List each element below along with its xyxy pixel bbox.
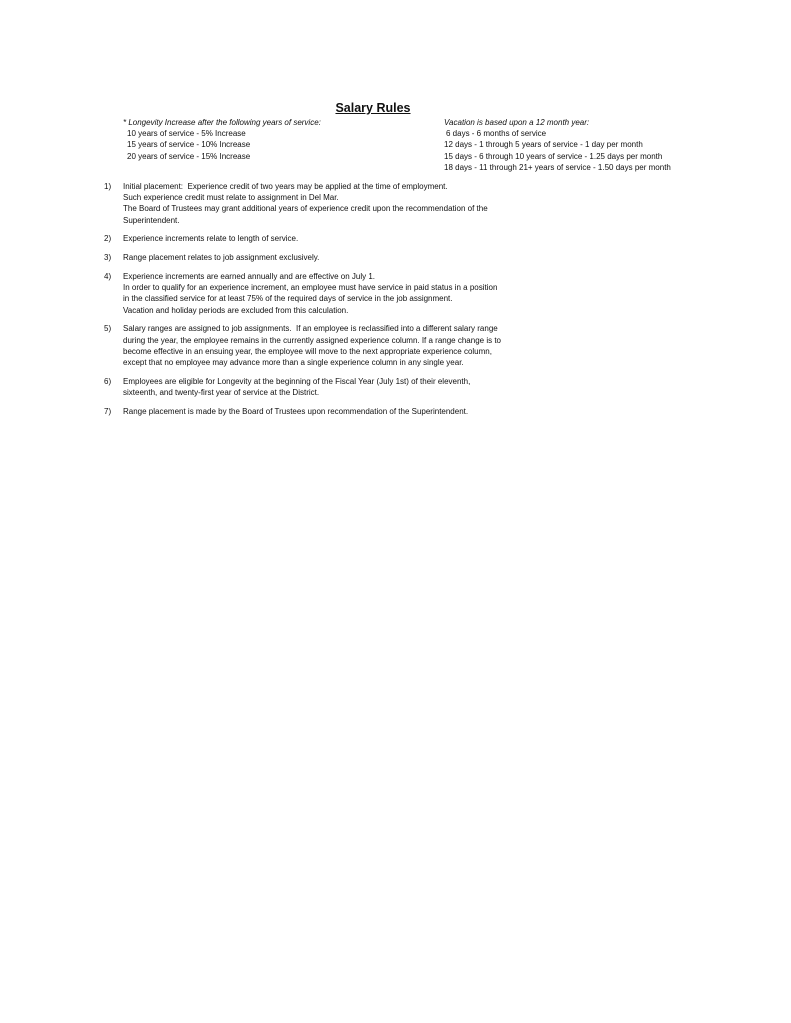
rule-number: 3)	[104, 253, 112, 263]
rule-line: In order to qualify for an experience increment, an employee must have service in paid status in a position	[123, 283, 498, 293]
vacation-item: 12 days - 1 through 5 years of service - 1 day per month	[444, 140, 643, 150]
rule-number: 7)	[104, 406, 112, 416]
rule-line: except that no employee may advance more than a single experience column in any single year.	[123, 358, 464, 368]
vacation-section	[444, 117, 671, 173]
rule-line: Employees are eligible for Longevity at the beginning of the Fiscal Year (July 1st) of their eleventh,	[123, 376, 471, 386]
rule-text	[123, 252, 319, 263]
longevity-heading: * Longevity Increase after the following years of service:	[123, 118, 321, 127]
vacation-item: 18 days - 11 through 21+ years of service - 1.50 days per month	[444, 162, 671, 172]
rule-item	[104, 323, 664, 368]
longevity-item: 10 years of service - 5% Increase	[127, 129, 246, 139]
rule-item	[104, 252, 664, 263]
rule-line: Experience increments are earned annually and are effective on July 1.	[123, 272, 376, 281]
rule-line: Such experience credit must relate to assignment in Del Mar.	[123, 193, 339, 203]
rule-text	[123, 271, 497, 316]
longevity-item: 15 years of service - 10% Increase	[127, 140, 251, 150]
rule-item	[104, 271, 664, 316]
rule-text	[123, 406, 468, 417]
rule-line: during the year, the employee remains in the currently assigned experience column. If a range change is to	[123, 335, 501, 345]
page-title: Salary Rules	[335, 101, 411, 115]
rule-item	[104, 181, 664, 226]
rules-list	[104, 181, 664, 425]
rule-line: in the classified service for at least 75% of the required days of service in the job assignment.	[123, 294, 453, 304]
rule-number: 1)	[104, 182, 112, 191]
rule-text	[123, 323, 501, 368]
rule-line: Initial placement: Experience credit of two years may be applied at the time of employment.	[123, 182, 448, 191]
rule-line: Salary ranges are assigned to job assignments. If an employee is reclassified into a different salary range	[123, 324, 498, 334]
rule-number: 6)	[104, 376, 112, 386]
vacation-item: 15 days - 6 through 10 years of service - 1.25 days per month	[444, 151, 663, 161]
longevity-item: 20 years of service - 15% Increase	[127, 151, 251, 161]
rule-number: 5)	[104, 324, 112, 334]
vacation-item: 6 days - 6 months of service	[446, 129, 547, 139]
rule-text	[123, 181, 488, 226]
rule-item	[104, 233, 664, 244]
rule-number: 4)	[104, 272, 112, 281]
rule-line: Superintendent.	[123, 215, 180, 225]
rule-line: Vacation and holiday periods are excluded from this calculation.	[123, 305, 349, 315]
rule-item	[104, 406, 664, 417]
vacation-heading: Vacation is based upon a 12 month year:	[444, 118, 590, 127]
rule-item	[104, 376, 664, 398]
rule-line: become effective in an ensuing year, the employee will move to the next appropriate experience column,	[123, 346, 492, 356]
rule-line: Range placement is made by the Board of Trustees upon recommendation of the Superintendent.	[123, 406, 469, 416]
longevity-section	[123, 117, 321, 162]
rule-text	[123, 233, 298, 244]
rule-number: 2)	[104, 234, 112, 244]
rule-line: The Board of Trustees may grant additional years of experience credit upon the recommendation of the	[123, 204, 488, 214]
rule-line: Range placement relates to job assignment exclusively.	[123, 253, 320, 263]
rule-line: Experience increments relate to length of service.	[123, 234, 299, 244]
rule-line: sixteenth, and twenty-first year of service at the District.	[123, 388, 320, 398]
rule-text	[123, 376, 470, 398]
